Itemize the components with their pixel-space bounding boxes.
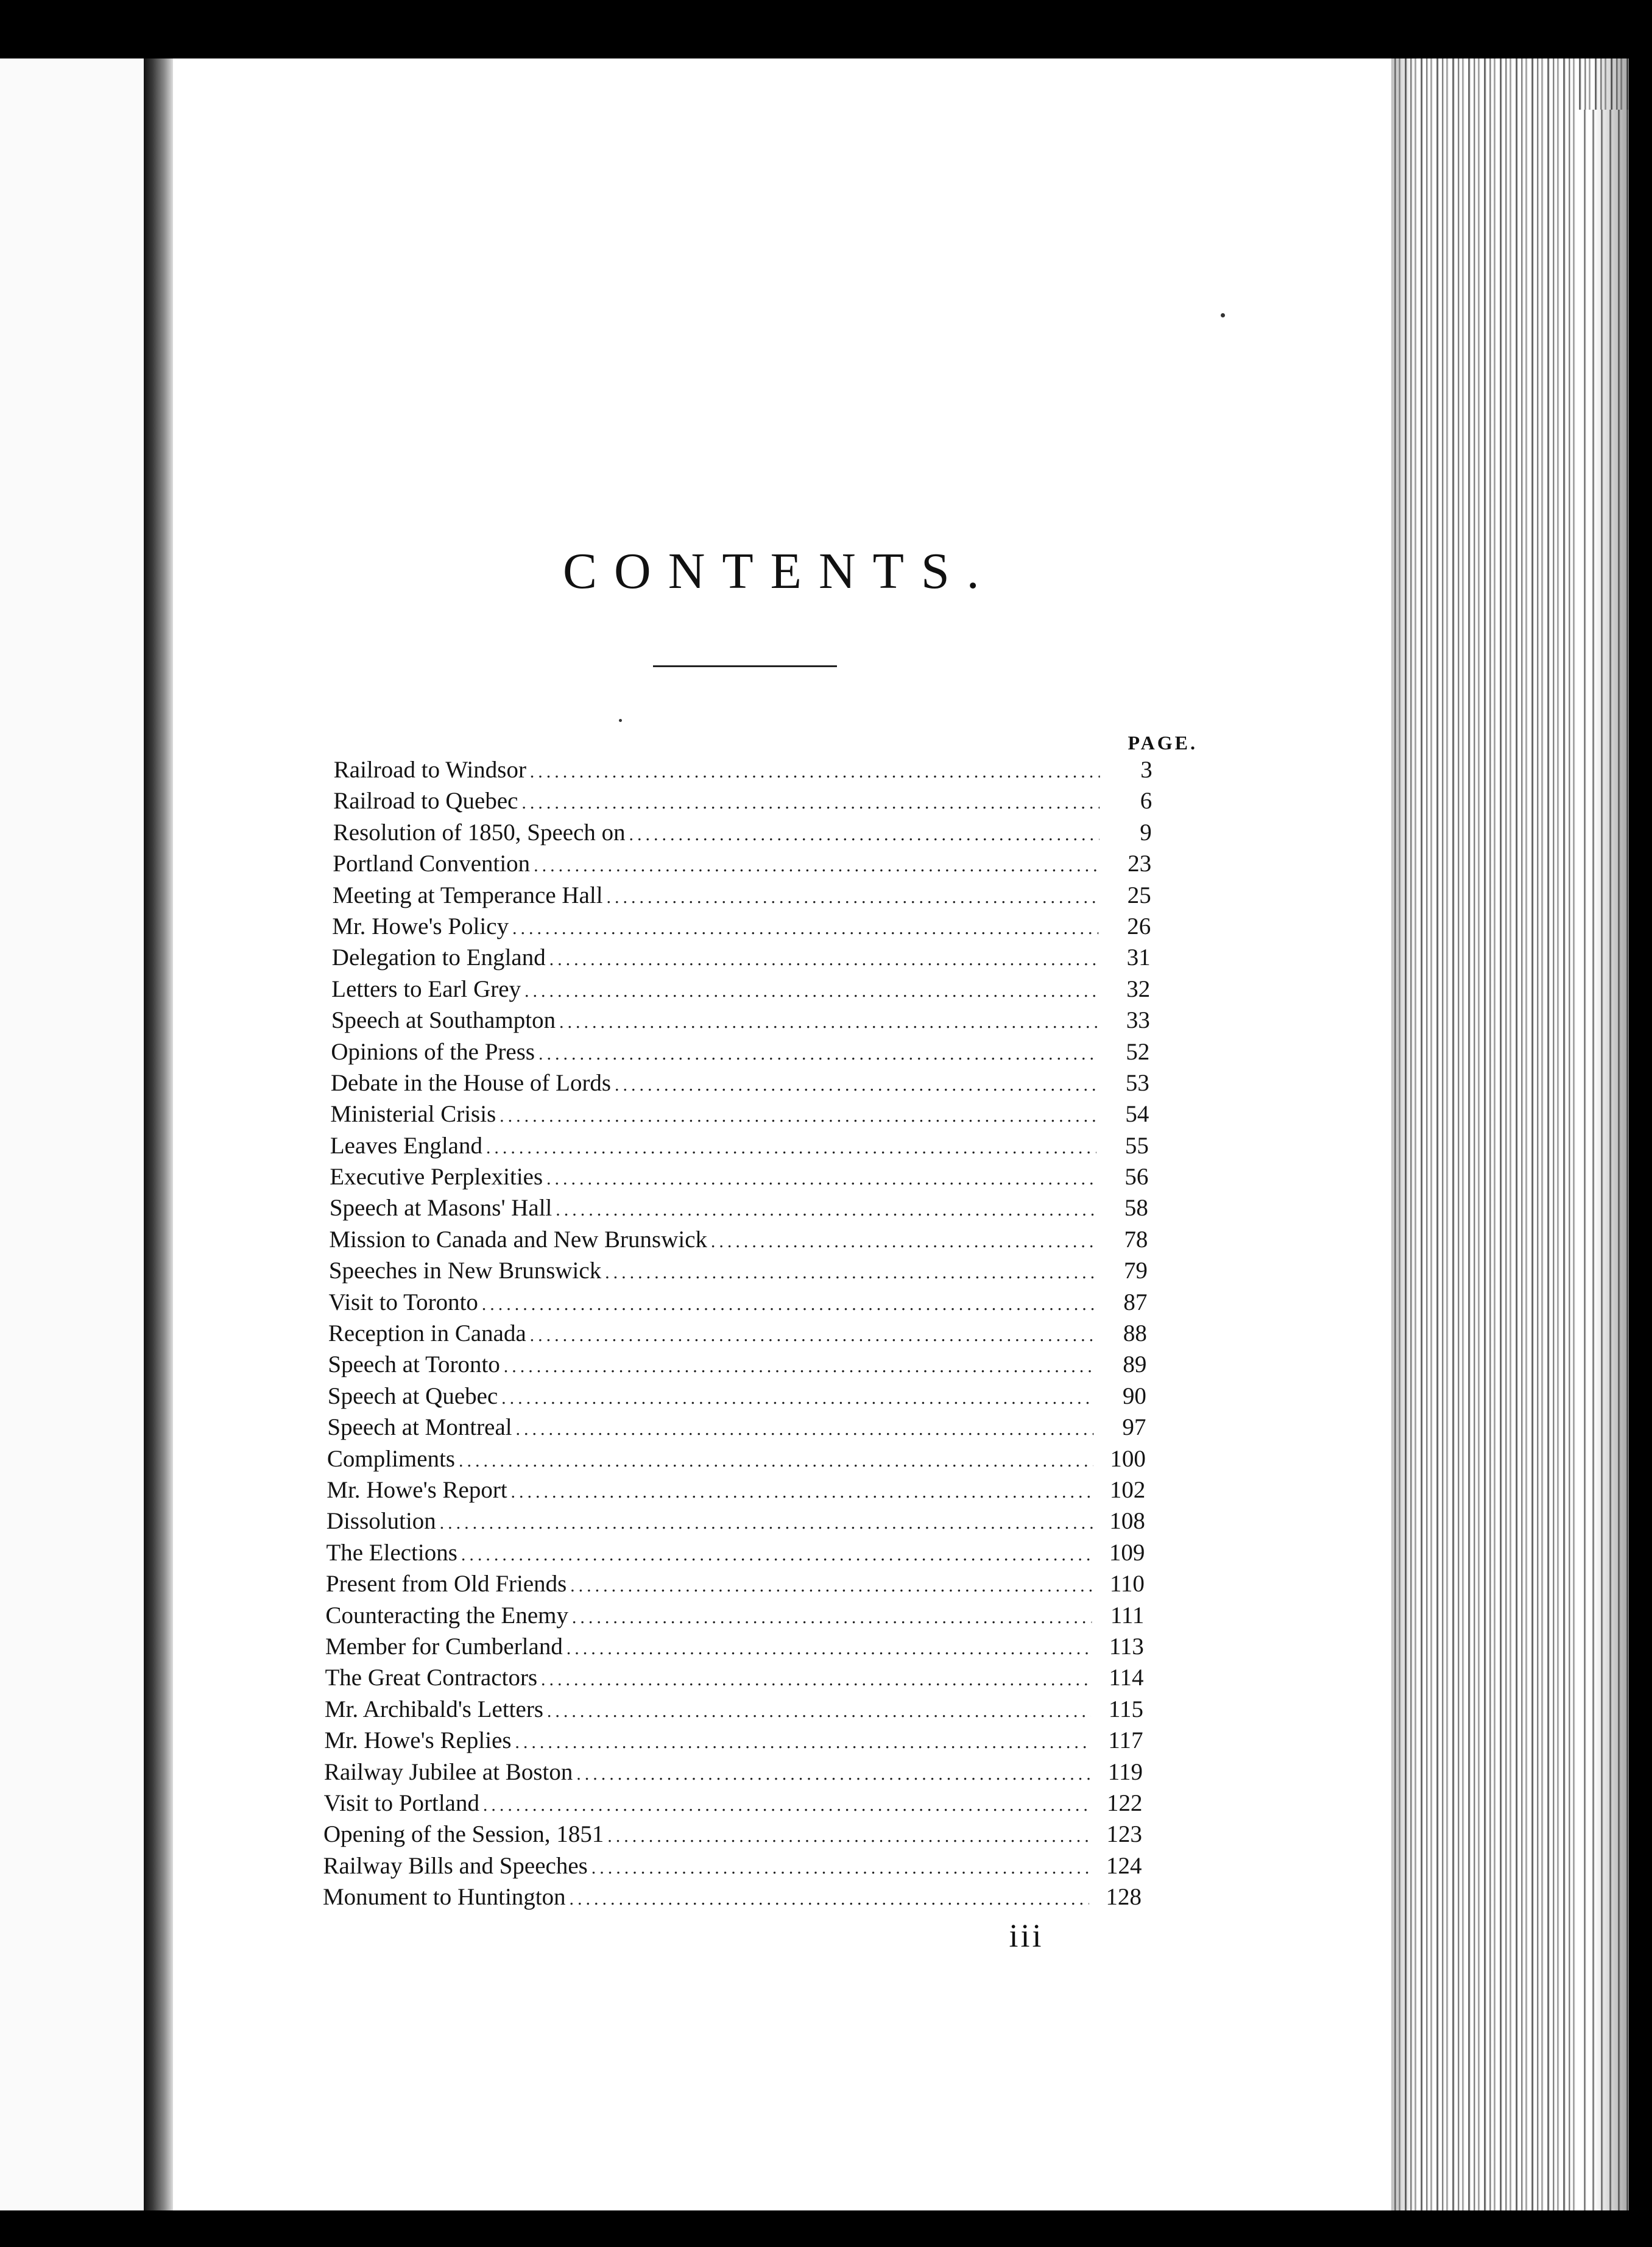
toc-entry-title: Counteracting the Enemy [325, 1602, 569, 1629]
toc-entry-title: Debate in the House of Lords [330, 1069, 612, 1096]
toc-entry-page: 122 [1106, 1789, 1143, 1816]
toc-entry-title: Railway Jubilee at Boston [323, 1758, 573, 1785]
toc-entry-page: 87 [1123, 1289, 1148, 1315]
toc-entry-title: The Great Contractors [325, 1665, 538, 1691]
toc-entry [331, 1005, 1150, 1036]
toc-entry-page: 23 [1128, 851, 1152, 877]
dot-leader [440, 1507, 1093, 1538]
toc-entry-title: Meeting at Temperance Hall [332, 882, 603, 908]
toc-entry [330, 1099, 1149, 1130]
dot-leader [605, 1257, 1095, 1288]
toc-entry-title: Present from Old Friends [325, 1571, 567, 1598]
dot-leader [521, 787, 1100, 818]
toc-entry [325, 1694, 1143, 1725]
toc-entry [328, 1349, 1146, 1380]
toc-entry [333, 817, 1152, 848]
toc-entry [331, 1036, 1149, 1067]
toc-entry [326, 1568, 1145, 1599]
dot-leader [530, 756, 1100, 787]
toc-entry-page: 55 [1124, 1132, 1149, 1159]
toc-entry-title: Dissolution [326, 1508, 436, 1535]
title-rule [653, 665, 837, 667]
toc-entry-page: 52 [1126, 1038, 1150, 1065]
page-block-shadow [1391, 58, 1629, 2210]
toc-entry-title: Visit to Toronto [328, 1289, 479, 1315]
toc-entry [325, 1662, 1143, 1693]
dot-leader [607, 1821, 1090, 1852]
toc-entry-page: 3 [1140, 757, 1153, 783]
toc-entry-page: 115 [1108, 1696, 1144, 1722]
dot-leader [510, 1476, 1093, 1507]
toc-entry-page: 124 [1106, 1852, 1142, 1879]
toc-entry-page: 54 [1125, 1101, 1149, 1128]
toc-entry-title: Mission to Canada and New Brunswick [329, 1226, 708, 1253]
dot-leader [538, 1038, 1098, 1069]
dot-leader [482, 1289, 1095, 1320]
toc-entry [327, 1443, 1146, 1474]
toc-entry-title: Monument to Huntington [322, 1884, 566, 1911]
dot-leader [499, 1100, 1097, 1131]
dot-leader [576, 1758, 1090, 1789]
toc-entry-title: Opinions of the Press [331, 1038, 535, 1065]
toc-entry-page: 110 [1109, 1571, 1145, 1598]
dot-leader [559, 1007, 1098, 1038]
toc-entry-page: 97 [1122, 1414, 1146, 1441]
toc-entry-page: 100 [1110, 1445, 1146, 1472]
dot-leader [459, 1445, 1093, 1476]
toc-entry-title: Speech at Masons' Hall [329, 1195, 552, 1222]
dot-leader [615, 1069, 1097, 1100]
dot-leader [530, 1320, 1095, 1351]
toc-entry [323, 1850, 1142, 1881]
dot-leader [567, 1633, 1092, 1664]
toc-entry [334, 754, 1153, 785]
folio-number: iii [1009, 1917, 1044, 1954]
contents-list [322, 754, 1153, 1911]
page-column-label: PAGE. [1128, 732, 1198, 754]
toc-entry-title: Compliments [327, 1445, 456, 1472]
toc-entry-title: Speech at Montreal [327, 1414, 512, 1441]
toc-entry-title: The Elections [326, 1539, 458, 1566]
toc-entry-page: 102 [1109, 1476, 1146, 1503]
toc-entry-title: Ministerial Crisis [330, 1101, 496, 1128]
toc-entry-page: 33 [1126, 1007, 1151, 1034]
toc-entry [323, 1788, 1142, 1819]
dot-leader [629, 819, 1100, 850]
toc-entry [332, 911, 1151, 942]
dot-leader [515, 1727, 1090, 1758]
dot-leader [711, 1226, 1096, 1257]
toc-entry-page: 109 [1109, 1539, 1145, 1566]
dot-leader [572, 1602, 1092, 1633]
toc-entry-title: Visit to Portland [323, 1789, 480, 1816]
toc-entry [325, 1631, 1144, 1662]
toc-entry [326, 1537, 1145, 1568]
toc-entry-title: Delegation to England [331, 944, 546, 971]
facing-page-edge [0, 58, 144, 2210]
toc-entry-page: 58 [1124, 1195, 1149, 1222]
toc-entry [328, 1318, 1147, 1349]
dot-leader [591, 1852, 1090, 1883]
ink-speck [1221, 313, 1225, 317]
toc-entry-title: Mr. Howe's Policy [332, 913, 509, 939]
toc-entry [329, 1224, 1148, 1255]
toc-entry [332, 942, 1151, 973]
toc-entry [331, 1067, 1149, 1099]
toc-entry-title: Railway Bills and Speeches [323, 1852, 588, 1879]
toc-entry [330, 1192, 1148, 1223]
toc-entry-page: 90 [1122, 1382, 1147, 1409]
toc-entry-page: 114 [1109, 1665, 1144, 1691]
toc-entry-title: Mr. Howe's Replies [324, 1727, 512, 1754]
toc-entry-page: 123 [1106, 1821, 1143, 1848]
toc-entry-title: Resolution of 1850, Speech on [333, 819, 626, 846]
toc-entry-page: 108 [1109, 1508, 1146, 1535]
dot-leader [547, 1696, 1091, 1727]
toc-entry-page: 56 [1124, 1164, 1149, 1191]
dot-leader [541, 1664, 1092, 1695]
toc-entry-page: 79 [1123, 1258, 1148, 1284]
toc-entry [323, 1819, 1142, 1850]
toc-entry [329, 1255, 1148, 1286]
toc-entry [328, 1381, 1146, 1412]
toc-entry-title: Letters to Earl Grey [331, 975, 521, 1002]
page-title: CONTENTS. [563, 543, 997, 600]
toc-entry-title: Portland Convention [333, 851, 531, 877]
toc-entry [333, 880, 1151, 911]
toc-entry-page: 6 [1140, 788, 1153, 815]
toc-entry [328, 1287, 1147, 1318]
toc-entry-title: Speech at Quebec [327, 1382, 498, 1409]
toc-entry [323, 1881, 1142, 1913]
toc-entry-title: Railroad to Windsor [333, 757, 527, 783]
dot-leader [515, 1414, 1093, 1445]
toc-entry-page: 78 [1124, 1226, 1148, 1253]
toc-entry-page: 117 [1108, 1727, 1143, 1754]
toc-entry [324, 1757, 1143, 1788]
dot-leader [570, 1570, 1092, 1601]
ink-speck [619, 719, 622, 722]
toc-entry-title: Reception in Canada [328, 1320, 526, 1347]
toc-entry-title: Member for Cumberland [325, 1633, 563, 1660]
toc-entry-title: Opening of the Session, 1851 [323, 1821, 604, 1848]
toc-entry-page: 88 [1123, 1320, 1148, 1347]
toc-entry-page: 9 [1140, 819, 1152, 846]
dot-leader [606, 882, 1099, 913]
toc-entry-title: Speech at Southampton [331, 1007, 556, 1034]
toc-entry [327, 1412, 1146, 1443]
toc-entry-page: 53 [1125, 1069, 1150, 1096]
dot-leader [512, 913, 1099, 944]
toc-entry [330, 1161, 1148, 1192]
dot-leader [556, 1194, 1096, 1225]
toc-entry [333, 785, 1152, 816]
dot-leader [461, 1539, 1093, 1570]
toc-entry [324, 1725, 1143, 1756]
dot-leader [501, 1382, 1094, 1414]
toc-entry [325, 1600, 1144, 1631]
toc-entry-page: 25 [1127, 882, 1151, 908]
toc-entry-title: Executive Perplexities [330, 1164, 543, 1191]
toc-entry-title: Mr. Archibald's Letters [324, 1696, 544, 1722]
dot-leader [486, 1132, 1096, 1163]
dot-leader [549, 944, 1098, 975]
toc-entry [327, 1506, 1145, 1537]
toc-entry-title: Mr. Howe's Report [327, 1476, 507, 1503]
toc-entry-title: Leaves England [330, 1132, 483, 1159]
toc-entry-page: 111 [1110, 1602, 1145, 1629]
toc-entry-page: 128 [1106, 1884, 1142, 1911]
toc-entry [327, 1474, 1145, 1506]
toc-entry-title: Speeches in New Brunswick [328, 1258, 602, 1284]
toc-entry-title: Railroad to Quebec [333, 788, 518, 815]
toc-entry-page: 32 [1126, 975, 1151, 1002]
dot-leader [546, 1163, 1096, 1194]
book-gutter [144, 58, 173, 2210]
toc-entry-page: 31 [1126, 944, 1151, 971]
toc-entry-page: 89 [1123, 1351, 1147, 1378]
toc-entry-title: Speech at Toronto [328, 1351, 501, 1378]
toc-entry [331, 974, 1150, 1005]
dot-leader [534, 850, 1100, 881]
dot-leader [569, 1883, 1089, 1914]
toc-entry-page: 113 [1109, 1633, 1145, 1660]
dot-leader [483, 1789, 1090, 1821]
dot-leader [524, 975, 1098, 1007]
dot-leader [504, 1351, 1095, 1382]
toc-entry-page: 26 [1127, 913, 1151, 939]
toc-entry [330, 1130, 1149, 1161]
toc-entry [333, 848, 1151, 879]
toc-entry-page: 119 [1107, 1758, 1143, 1785]
